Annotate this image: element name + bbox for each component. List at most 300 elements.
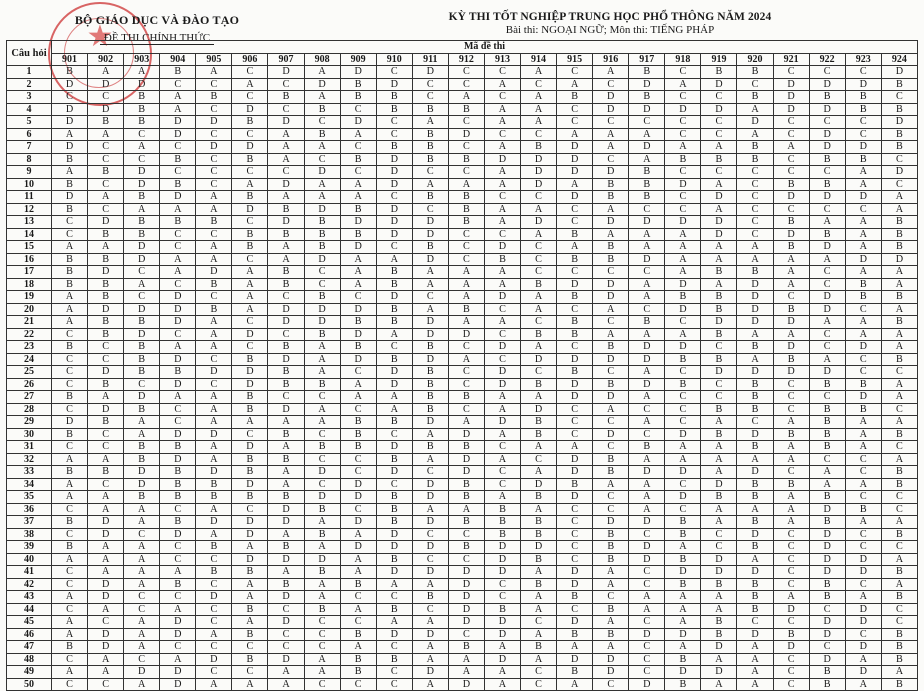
answer-cell: B [881, 428, 917, 441]
answer-cell: A [629, 278, 665, 291]
answer-cell: C [232, 66, 268, 79]
answer-cell: D [521, 541, 557, 554]
answer-cell: C [593, 591, 629, 604]
answer-cell: A [521, 203, 557, 216]
answer-cell: C [232, 341, 268, 354]
answer-cell: D [232, 553, 268, 566]
answer-cell: A [412, 678, 448, 691]
answer-cell: A [340, 191, 376, 204]
answer-cell: C [665, 91, 701, 104]
answer-cell: A [809, 478, 845, 491]
answer-cell: A [376, 578, 412, 591]
answer-cell: D [484, 616, 520, 629]
answer-cell: C [809, 278, 845, 291]
answer-cell: B [412, 591, 448, 604]
answer-cell: A [484, 103, 520, 116]
answer-cell: A [268, 678, 304, 691]
answer-cell: A [232, 541, 268, 554]
table-row [7, 641, 918, 654]
answer-cell: D [376, 78, 412, 91]
answer-cell: B [412, 391, 448, 404]
answer-cell: C [304, 278, 340, 291]
exam-code-919: 919 [701, 53, 737, 66]
answer-cell: A [232, 178, 268, 191]
answer-cell: B [809, 591, 845, 604]
answer-cell: B [737, 141, 773, 154]
answer-cell: B [376, 303, 412, 316]
answer-cell: A [773, 516, 809, 529]
answer-cell: C [773, 403, 809, 416]
answer-cell: B [665, 153, 701, 166]
answer-cell: C [412, 91, 448, 104]
answer-cell: C [557, 216, 593, 229]
answer-cell: D [484, 653, 520, 666]
answer-cell: D [340, 216, 376, 229]
answer-cell: B [809, 153, 845, 166]
answer-cell: B [340, 228, 376, 241]
answer-cell: B [665, 553, 701, 566]
answer-cell: A [340, 128, 376, 141]
answer-cell: B [376, 553, 412, 566]
table-row [7, 478, 918, 491]
answer-cell: D [376, 178, 412, 191]
answer-cell: C [376, 591, 412, 604]
answer-cell: D [629, 103, 665, 116]
answer-cell: C [557, 303, 593, 316]
answer-cell: A [124, 416, 160, 429]
answer-cell: C [773, 166, 809, 179]
answer-cell: A [196, 391, 232, 404]
answer-cell: C [701, 541, 737, 554]
answer-cell: D [376, 566, 412, 579]
answer-cell: A [160, 266, 196, 279]
answer-cell: C [881, 403, 917, 416]
answer-cell: C [160, 641, 196, 654]
answer-cell: C [448, 66, 484, 79]
answer-cell: B [557, 253, 593, 266]
answer-cell: B [124, 453, 160, 466]
answer-cell: B [881, 228, 917, 241]
answer-cell: B [268, 378, 304, 391]
exam-header [440, 11, 780, 36]
answer-cell: B [304, 328, 340, 341]
answer-cell: B [52, 266, 88, 279]
answer-cell: C [412, 291, 448, 304]
answer-cell: D [701, 191, 737, 204]
answer-cell: B [809, 403, 845, 416]
question-number: 41 [7, 566, 52, 579]
answer-cell: A [773, 591, 809, 604]
answer-cell: B [232, 466, 268, 479]
answer-cell: D [196, 366, 232, 379]
answer-cell: A [484, 78, 520, 91]
answer-cell: D [557, 153, 593, 166]
answer-cell: A [88, 391, 124, 404]
answer-cell: A [88, 541, 124, 554]
answer-cell: D [412, 566, 448, 579]
answer-cell: C [773, 528, 809, 541]
question-number: 27 [7, 391, 52, 404]
answer-cell: D [88, 628, 124, 641]
answer-cell: D [737, 528, 773, 541]
answer-cell: A [629, 603, 665, 616]
answer-cell: D [160, 628, 196, 641]
question-number: 9 [7, 166, 52, 179]
answer-cell: A [737, 453, 773, 466]
answer-cell: B [52, 253, 88, 266]
answer-cell: B [448, 216, 484, 229]
answer-cell: B [124, 403, 160, 416]
answer-cell: C [557, 553, 593, 566]
answer-cell: C [773, 128, 809, 141]
answer-cell: D [88, 266, 124, 279]
answer-cell: B [124, 366, 160, 379]
answer-cell: C [881, 178, 917, 191]
answer-cell: A [484, 203, 520, 216]
answer-cell: A [521, 291, 557, 304]
answer-cell: B [196, 278, 232, 291]
answer-cell: C [484, 128, 520, 141]
answer-cell: A [124, 66, 160, 79]
question-number: 3 [7, 91, 52, 104]
answer-cell: B [809, 578, 845, 591]
answer-cell: D [665, 303, 701, 316]
exam-code-923: 923 [845, 53, 881, 66]
answer-cell: D [521, 216, 557, 229]
answer-cell: D [593, 653, 629, 666]
answer-cell: D [376, 291, 412, 304]
answer-cell: A [52, 478, 88, 491]
answer-cell: C [484, 353, 520, 366]
answer-cell: B [376, 278, 412, 291]
answer-cell: C [773, 541, 809, 554]
answer-cell: B [484, 253, 520, 266]
answer-cell: D [448, 428, 484, 441]
answer-cell: C [773, 553, 809, 566]
table-row [7, 91, 918, 104]
answer-cell: D [304, 466, 340, 479]
answer-cell: A [845, 428, 881, 441]
answer-cell: D [557, 378, 593, 391]
table-row [7, 128, 918, 141]
answer-cell: D [376, 228, 412, 241]
answer-cell: B [845, 91, 881, 104]
answer-cell: D [593, 291, 629, 304]
answer-cell: A [484, 116, 520, 129]
answer-cell: B [268, 266, 304, 279]
answer-cell: D [376, 441, 412, 454]
answer-cell: A [773, 503, 809, 516]
table-row [7, 303, 918, 316]
answer-cell: C [557, 203, 593, 216]
answer-cell: D [701, 366, 737, 379]
answer-cell: A [304, 141, 340, 154]
answer-cell: B [701, 266, 737, 279]
answer-cell: C [773, 66, 809, 79]
answer-cell: D [88, 303, 124, 316]
answer-cell: A [593, 228, 629, 241]
question-number: 43 [7, 591, 52, 604]
question-number: 36 [7, 503, 52, 516]
answer-cell: B [557, 591, 593, 604]
answer-cell: A [340, 178, 376, 191]
answer-cell: B [412, 441, 448, 454]
answer-cell: D [160, 291, 196, 304]
answer-cell: A [881, 416, 917, 429]
answer-cell: C [448, 228, 484, 241]
answer-cell: D [124, 178, 160, 191]
answer-cell: D [665, 491, 701, 504]
answer-cell: C [593, 316, 629, 329]
answer-cell: A [557, 178, 593, 191]
answer-cell: A [124, 578, 160, 591]
answer-cell: A [629, 491, 665, 504]
answer-cell: A [412, 578, 448, 591]
answer-cell: D [124, 241, 160, 254]
exam-code-913: 913 [484, 53, 520, 66]
answer-cell: C [52, 653, 88, 666]
star-icon: ★ [86, 20, 114, 53]
answer-cell: D [232, 328, 268, 341]
answer-cell: A [881, 191, 917, 204]
answer-cell: B [160, 441, 196, 454]
answer-cell: A [665, 441, 701, 454]
question-number: 17 [7, 266, 52, 279]
answer-cell: A [232, 578, 268, 591]
answer-cell: D [376, 378, 412, 391]
answer-cell: A [304, 666, 340, 679]
answer-cell: B [340, 316, 376, 329]
answer-cell: C [773, 116, 809, 129]
answer-cell: D [304, 491, 340, 504]
answer-cell: C [376, 66, 412, 79]
table-row [7, 541, 918, 554]
answer-cell: B [304, 291, 340, 304]
answer-cell: A [340, 553, 376, 566]
answer-cell: B [737, 441, 773, 454]
table-row [7, 266, 918, 279]
answer-cell: A [412, 503, 448, 516]
answer-cell: D [665, 628, 701, 641]
answer-cell: A [52, 128, 88, 141]
answer-cell: D [232, 478, 268, 491]
answer-cell: B [593, 341, 629, 354]
answer-cell: C [701, 128, 737, 141]
answer-cell: C [809, 266, 845, 279]
answer-cell: D [701, 553, 737, 566]
question-number: 39 [7, 541, 52, 554]
answer-cell: B [376, 503, 412, 516]
answer-cell: D [268, 216, 304, 229]
answer-cell: C [737, 203, 773, 216]
answer-cell: B [521, 491, 557, 504]
answer-cell: B [88, 278, 124, 291]
answer-cell: D [196, 116, 232, 129]
table-header-row [7, 41, 918, 54]
answer-cell: D [521, 403, 557, 416]
answer-cell: A [845, 516, 881, 529]
answer-cell: C [88, 91, 124, 104]
answer-cell: A [52, 291, 88, 304]
answer-cell: B [88, 116, 124, 129]
answer-cell: A [881, 341, 917, 354]
answer-cell: B [268, 541, 304, 554]
table-row [7, 678, 918, 691]
answer-cell: A [124, 678, 160, 691]
answer-cell: D [196, 466, 232, 479]
answer-cell: C [268, 291, 304, 304]
answer-cell: B [376, 316, 412, 329]
answer-cell: D [809, 191, 845, 204]
answer-cell: C [701, 391, 737, 404]
answer-cell: A [665, 328, 701, 341]
answer-cell: D [412, 66, 448, 79]
answer-cell: B [160, 66, 196, 79]
question-number: 12 [7, 203, 52, 216]
answer-cell: A [809, 316, 845, 329]
answer-cell: A [160, 203, 196, 216]
answer-cell: D [593, 666, 629, 679]
answer-cell: B [701, 353, 737, 366]
exam-code-910: 910 [376, 53, 412, 66]
answer-cell: A [629, 366, 665, 379]
answer-cell: D [629, 678, 665, 691]
answer-cell: A [521, 603, 557, 616]
answer-cell: A [196, 416, 232, 429]
answer-cell: D [340, 66, 376, 79]
answer-cell: D [593, 91, 629, 104]
answer-cell: A [665, 253, 701, 266]
answer-cell: A [448, 316, 484, 329]
answer-cell: D [629, 341, 665, 354]
answer-cell: B [304, 528, 340, 541]
answer-cell: C [593, 491, 629, 504]
answer-cell: B [376, 91, 412, 104]
answer-cell: A [521, 91, 557, 104]
answer-cell: C [557, 341, 593, 354]
answer-cell: C [412, 528, 448, 541]
answer-cell: A [304, 416, 340, 429]
answer-cell: A [124, 541, 160, 554]
answer-cell: B [448, 478, 484, 491]
answer-cell: D [809, 303, 845, 316]
answer-cell: C [196, 153, 232, 166]
answer-cell: A [232, 291, 268, 304]
answer-cell: B [737, 491, 773, 504]
answer-cell: C [737, 216, 773, 229]
answer-cell: A [304, 191, 340, 204]
answer-cell: B [881, 641, 917, 654]
answer-cell: A [196, 503, 232, 516]
answer-cell: B [340, 441, 376, 454]
answer-cell: A [196, 203, 232, 216]
answer-cell: D [88, 103, 124, 116]
answer-cell: B [593, 541, 629, 554]
exam-code-header: Mã đề thi [52, 41, 918, 54]
answer-cell: B [448, 203, 484, 216]
answer-cell: A [557, 241, 593, 254]
answer-cell: D [484, 378, 520, 391]
answer-cell: C [268, 78, 304, 91]
answer-cell: B [557, 628, 593, 641]
answer-cell: D [701, 478, 737, 491]
question-number: 23 [7, 341, 52, 354]
answer-cell: B [737, 391, 773, 404]
answer-cell: A [665, 78, 701, 91]
answer-cell: B [340, 653, 376, 666]
answer-cell: C [629, 666, 665, 679]
answer-cell: B [52, 541, 88, 554]
answer-cell: C [701, 116, 737, 129]
answer-cell: C [593, 678, 629, 691]
answer-cell: D [629, 466, 665, 479]
answer-cell: D [881, 166, 917, 179]
answer-cell: D [665, 666, 701, 679]
answer-cell: A [304, 653, 340, 666]
answer-cell: A [845, 678, 881, 691]
answer-cell: B [665, 353, 701, 366]
answer-cell: B [232, 153, 268, 166]
question-number: 44 [7, 603, 52, 616]
answer-cell: C [340, 103, 376, 116]
answer-cell: B [593, 241, 629, 254]
answer-cell: A [124, 553, 160, 566]
answer-cell: B [412, 341, 448, 354]
answer-cell: B [593, 453, 629, 466]
answer-cell: B [773, 478, 809, 491]
answer-cell: A [737, 666, 773, 679]
answer-cell: C [737, 616, 773, 629]
answer-cell: C [160, 328, 196, 341]
answer-cell: C [376, 478, 412, 491]
answer-cell: A [701, 253, 737, 266]
exam-code-907: 907 [268, 53, 304, 66]
answer-cell: A [629, 241, 665, 254]
question-number: 28 [7, 403, 52, 416]
answer-cell: D [376, 466, 412, 479]
answer-cell: A [268, 153, 304, 166]
answer-cell: C [412, 553, 448, 566]
answer-cell: B [845, 378, 881, 391]
answer-cell: B [124, 353, 160, 366]
answer-cell: D [160, 116, 196, 129]
answer-cell: B [809, 428, 845, 441]
answer-cell: B [88, 228, 124, 241]
answer-cell: A [160, 103, 196, 116]
answer-cell: C [809, 603, 845, 616]
answer-cell: B [124, 103, 160, 116]
answer-cell: C [773, 666, 809, 679]
answer-cell: A [521, 303, 557, 316]
answer-cell: A [124, 503, 160, 516]
answer-cell: A [665, 616, 701, 629]
answer-cell: A [845, 441, 881, 454]
answer-cell: A [629, 128, 665, 141]
answer-cell: C [88, 478, 124, 491]
answer-cell: A [304, 403, 340, 416]
answer-cell: B [124, 491, 160, 504]
answer-cell: B [448, 391, 484, 404]
answer-cell: A [268, 478, 304, 491]
answer-cell: B [448, 641, 484, 654]
exam-code-914: 914 [521, 53, 557, 66]
answer-cell: A [521, 341, 557, 354]
answer-cell: A [845, 241, 881, 254]
answer-cell: A [52, 591, 88, 604]
answer-cell: D [412, 353, 448, 366]
answer-cell: A [160, 391, 196, 404]
answer-cell: C [412, 466, 448, 479]
